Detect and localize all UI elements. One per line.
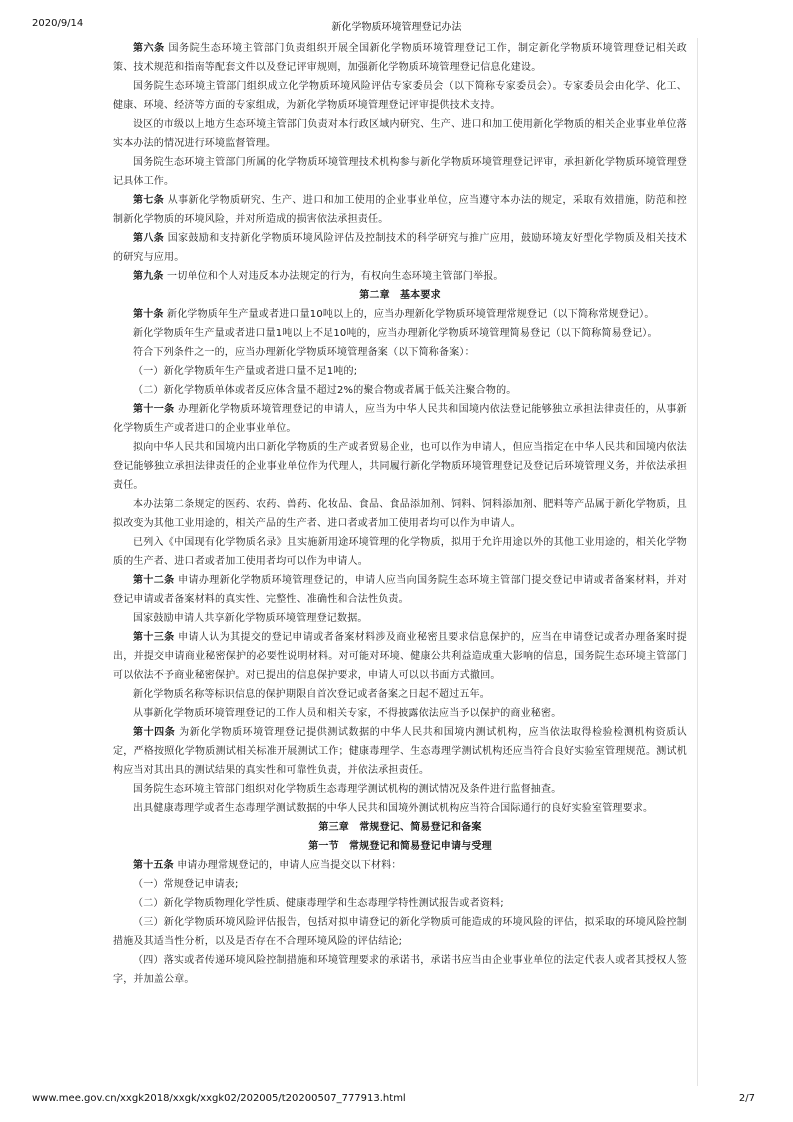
article-text: 国务院生态环境主管部门组织成立化学物质环境风险评估专家委员会（以下简称专家委员会）。专家委员会由化学、化工、健康、环境、经济等方面的专家组成，为新化学物质环境管理登记评审提供技术支持。	[113, 81, 687, 111]
article-paragraph	[113, 115, 687, 153]
article-paragraph	[113, 533, 687, 571]
article-paragraph	[113, 153, 687, 191]
article-text: （三）新化学物质环境风险评估报告，包括对拟申请登记的新化学物质可能造成的环境风险的评估，拟采取的环境风险控制措施及其适当性分析，以及是否存在不合理环境风险的评估结论;	[113, 917, 687, 947]
article-number: 第七条	[133, 195, 165, 206]
article-text: （二）新化学物质单体或者反应体含量不超过2%的聚合物或者属于低关注聚合物的。	[133, 385, 517, 396]
article-paragraph	[113, 77, 687, 115]
article-text: 符合下列条件之一的，应当办理新化学物质环境管理备案（以下简称备案）：	[133, 347, 475, 358]
page-edge-divider	[697, 38, 698, 1086]
article-text: 新化学物质年生产量或者进口量1吨以上不足10吨的，应当办理新化学物质环境管理简易登记（以下简称简易登记）。	[133, 328, 658, 339]
article-paragraph	[113, 856, 687, 875]
article-paragraph	[113, 685, 687, 704]
document-body	[113, 39, 687, 989]
article-text: 从事新化学物质环境管理登记的工作人员和相关专家，不得披露依法应当予以保护的商业秘密。	[133, 708, 562, 719]
article-text: 出具健康毒理学或者生态毒理学测试数据的中华人民共和国境外测试机构应当符合国际通行的良好实验室管理要求。	[133, 803, 654, 814]
article-text: 国家鼓励和支持新化学物质环境风险评估及控制技术的科学研究与推广应用，鼓励环境友好型化学物质及相关技术的研究与应用。	[113, 233, 687, 263]
article-number: 第十三条	[133, 632, 175, 643]
article-text: 为新化学物质环境管理登记提供测试数据的中华人民共和国境内测试机构，应当依法取得检验检测机构资质认定，严格按照化学物质测试相关标准开展测试工作；健康毒理学、生态毒理学测试机构还应当符合良好实验室管理规范。测试机构应当对其出具的测试结果的真实性和可靠性负责，并依法承担责任。	[113, 727, 687, 776]
article-text: 申请办理常规登记的，申请人应当提交以下材料：	[177, 860, 402, 871]
article-paragraph	[113, 362, 687, 381]
source-url: www.mee.gov.cn/xxgk2018/xxgk/xxgk02/202005/t20200507_777913.html	[32, 1093, 406, 1104]
article-paragraph	[113, 704, 687, 723]
article-text: 本办法第二条规定的医药、农药、兽药、化妆品、食品、食品添加剂、饲料、饲料添加剂、肥料等产品属于新化学物质，且拟改变为其他工业用途的，相关产品的生产者、进口者或者加工使用者均可以作为申请人。	[113, 499, 687, 529]
article-text: 新化学物质名称等标识信息的保护期限自首次登记或者备案之日起不超过五年。	[133, 689, 490, 700]
chapter-heading: 第一节 常规登记和简易登记申请与受理	[308, 841, 492, 852]
article-text: （二）新化学物质物理化学性质、健康毒理学和生态毒理学特性测试报告或者资料;	[133, 898, 504, 909]
chapter-heading: 第三章 常规登记、简易登记和备案	[318, 822, 482, 833]
article-paragraph	[113, 571, 687, 609]
article-paragraph	[113, 305, 687, 324]
article-number: 第十条	[133, 309, 164, 320]
article-text: 申请人认为其提交的登记申请或者备案材料涉及商业秘密且要求信息保护的，应当在申请登记或者办理备案时提出，并提交申请商业秘密保护的必要性说明材料。对可能对环境、健康公共利益造成重大影响的信息，国务院生态环境主管部门可以依法不予商业秘密保护。对已提出的信息保护要求，申请人可以以书面方式撤回。	[113, 632, 687, 681]
print-header	[0, 18, 793, 34]
article-paragraph	[113, 381, 687, 400]
article-number: 第六条	[133, 43, 165, 54]
article-number: 第十四条	[133, 727, 176, 738]
article-number: 第十一条	[133, 404, 175, 415]
article-text: 设区的市级以上地方生态环境主管部门负责对本行政区域内研究、生产、进口和加工使用新化学物质的相关企业事业单位落实本办法的情况进行环境监督管理。	[113, 119, 687, 149]
article-paragraph	[113, 229, 687, 267]
article-text: 国家鼓励申请人共享新化学物质环境管理登记数据。	[133, 613, 368, 624]
article-text: 已列入《中国现有化学物质名录》且实施新用途环境管理的化学物质，拟用于允许用途以外的其他工业用途的，相关化学物质的生产者、进口者或者加工使用者均可以作为申请人。	[113, 537, 687, 567]
page-number: 2/7	[738, 1093, 755, 1104]
article-paragraph	[113, 267, 687, 286]
article-paragraph	[113, 628, 687, 685]
article-text: 申请办理新化学物质环境管理登记的，申请人应当向国务院生态环境主管部门提交登记申请或者备案材料，并对登记申请或者备案材料的真实性、完整性、准确性和合法性负责。	[113, 575, 687, 605]
article-paragraph	[113, 723, 687, 780]
article-paragraph	[113, 875, 687, 894]
chapter-heading: 第二章 基本要求	[359, 290, 441, 301]
print-footer	[0, 1093, 793, 1109]
article-paragraph	[113, 438, 687, 495]
article-paragraph	[113, 39, 687, 77]
article-paragraph	[113, 894, 687, 913]
article-text: （一）新化学物质年生产量或者进口量不足1吨的;	[133, 366, 358, 377]
article-text: 从事新化学物质研究、生产、进口和加工使用的企业事业单位，应当遵守本办法的规定，采取有效措施，防范和控制新化学物质的环境风险，并对所造成的损害依法承担责任。	[113, 195, 687, 225]
article-text: 一切单位和个人对违反本办法规定的行为，有权向生态环境主管部门举报。	[167, 271, 504, 282]
article-text: 国务院生态环境主管部门负责组织开展全国新化学物质环境管理登记工作，制定新化学物质环境管理登记相关政策、技术规范和指南等配套文件以及登记评审规则，加强新化学物质环境管理登记信息化建设。	[113, 43, 687, 73]
article-paragraph	[113, 191, 687, 229]
print-date: 2020/9/14	[32, 18, 84, 29]
article-number: 第九条	[133, 271, 164, 282]
article-number: 第十五条	[133, 860, 174, 871]
article-paragraph	[113, 324, 687, 343]
article-text: 国务院生态环境主管部门所属的化学物质环境管理技术机构参与新化学物质环境管理登记评审，承担新化学物质环境管理登记具体工作。	[113, 157, 687, 187]
article-paragraph	[113, 780, 687, 799]
document-title: 新化学物质环境管理登记办法	[331, 22, 462, 33]
article-paragraph	[113, 951, 687, 989]
article-text: 拟向中华人民共和国境内出口新化学物质的生产或者贸易企业，也可以作为申请人，但应当指定在中华人民共和国境内依法登记能够独立承担法律责任的企业事业单位作为代理人，共同履行新化学物质环境管理登记及登记后环境管理义务，并依法承担责任。	[113, 442, 687, 491]
article-number: 第十二条	[133, 575, 175, 586]
article-paragraph	[113, 799, 687, 818]
article-paragraph	[113, 343, 687, 362]
article-text: 办理新化学物质环境管理登记的申请人，应当为中华人民共和国境内依法登记能够独立承担法律责任的，从事新化学物质生产或者进口的企业事业单位。	[113, 404, 687, 434]
article-text: 新化学物质年生产量或者进口量10吨以上的，应当办理新化学物质环境管理常规登记（以下简称常规登记）。	[167, 309, 655, 320]
article-paragraph	[113, 609, 687, 628]
article-text: （一）常规登记申请表;	[133, 879, 239, 890]
article-number: 第八条	[133, 233, 165, 244]
article-paragraph	[113, 400, 687, 438]
article-paragraph	[113, 495, 687, 533]
article-paragraph	[113, 913, 687, 951]
article-text: 国务院生态环境主管部门组织对化学物质生态毒理学测试机构的测试情况及条件进行监督抽查。	[133, 784, 562, 795]
article-text: （四）落实或者传递环境风险控制措施和环境管理要求的承诺书，承诺书应当由企业事业单位的法定代表人或者其授权人签字，并加盖公章。	[113, 955, 687, 985]
